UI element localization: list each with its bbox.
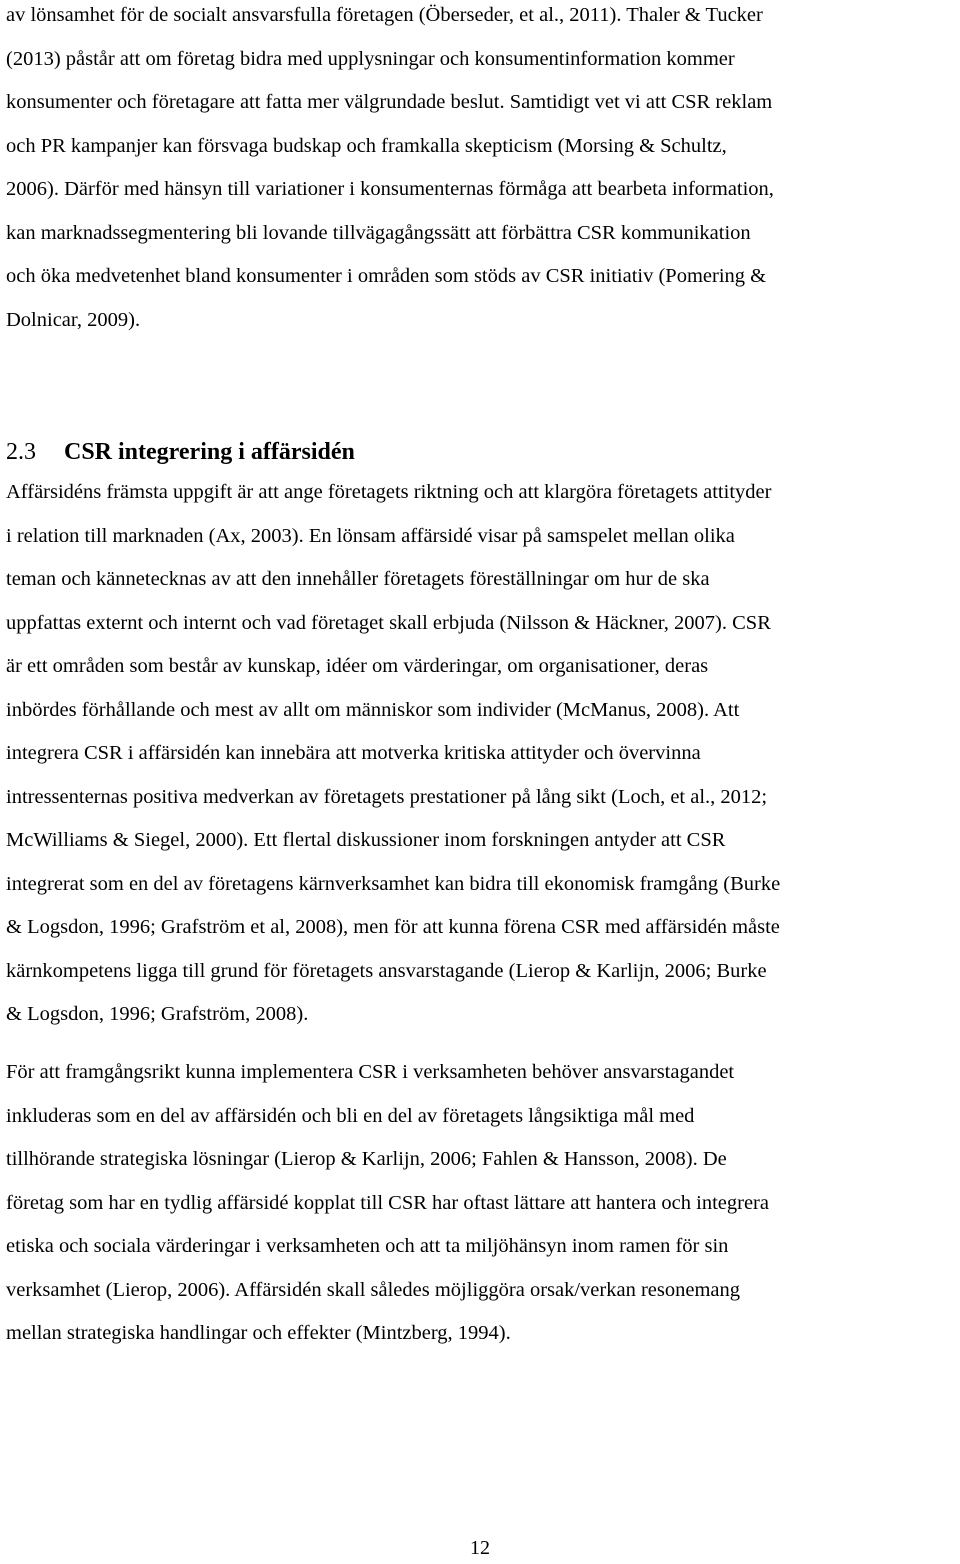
text-line: av lönsamhet för de socialt ansvarsfulla företagen (Öberseder, et al., 2011). Thaler & Tucker: [6, 4, 763, 26]
section-heading: [6, 432, 355, 472]
text-line: inbördes förhållande och mest av allt om människor som individer (McManus, 2008). Att: [6, 698, 740, 721]
text-line: Dolnicar, 2009).: [6, 308, 141, 331]
section-number: 2.3: [6, 439, 36, 465]
page-number: 12: [470, 1537, 490, 1559]
text-line: (2013) påstår att om företag bidra med upplysningar och konsumentinformation kommer: [6, 47, 735, 70]
text-line: integrerat som en del av företagens kärnverksamhet kan bidra till ekonomisk framgång (Burke: [6, 872, 781, 895]
text-line: Affärsidéns främsta uppgift är att ange företagets riktning och att klargöra företagets attityder: [6, 481, 772, 503]
text-line: inkluderas som en del av affärsidén och bli en del av företagets långsiktiga mål med: [6, 1104, 695, 1127]
text-line: och PR kampanjer kan försvaga budskap och framkalla skepticism (Morsing & Schultz,: [6, 134, 727, 157]
text-line: är ett områden som består av kunskap, idéer om värderingar, om organisationer, deras: [6, 655, 709, 677]
section-title: CSR integrering i affärsidén: [64, 439, 355, 465]
text-line: teman och kännetecknas av att den innehåller företagets föreställningar om hur de ska: [6, 568, 710, 590]
text-line: tillhörande strategiska lösningar (Lierop & Karlijn, 2006; Fahlen & Hansson, 2008). De: [6, 1148, 727, 1170]
text-line: i relation till marknaden (Ax, 2003). En lönsam affärsidé visar på samspelet mellan olika: [6, 524, 735, 547]
paragraph-intro: [6, 0, 956, 342]
paragraph-implementation: [6, 1051, 956, 1356]
text-line: 2006). Därför med hänsyn till variationer i konsumenternas förmåga att bearbeta information,: [6, 178, 774, 200]
text-line: integrera CSR i affärsidén kan innebära att motverka kritiska attityder och övervinna: [6, 742, 701, 764]
paragraph-business-idea: [6, 471, 956, 1037]
text-line: konsumenter och företagare att fatta mer välgrundade beslut. Samtidigt vet vi att CSR reklam: [6, 91, 773, 113]
text-line: mellan strategiska handlingar och effekter (Mintzberg, 1994).: [6, 1322, 511, 1344]
text-line: kan marknadssegmentering bli lovande tillvägagångssätt att förbättra CSR kommunikation: [6, 221, 751, 244]
text-line: och öka medvetenhet bland konsumenter i områden som stöds av CSR initiativ (Pomering &: [6, 265, 767, 287]
text-line: För att framgångsrikt kunna implementera CSR i verksamheten behöver ansvarstagandet: [6, 1061, 735, 1083]
text-line: etiska och sociala värderingar i verksamheten och att ta miljöhänsyn inom ramen för sin: [6, 1235, 729, 1257]
text-line: McWilliams & Siegel, 2000). Ett flertal diskussioner inom forskningen antyder att CSR: [6, 829, 726, 851]
text-line: & Logsdon, 1996; Grafström et al, 2008), men för att kunna förena CSR med affärsidén måste: [6, 916, 780, 938]
text-line: företag som har en tydlig affärsidé kopplat till CSR har oftast lättare att hantera och integrera: [6, 1191, 769, 1214]
text-line: intressenternas positiva medverkan av företagets prestationer på lång sikt (Loch, et al., 2012;: [6, 785, 768, 808]
text-line: & Logsdon, 1996; Grafström, 2008).: [6, 1003, 309, 1025]
text-line: kärnkompetens ligga till grund för företagets ansvarstagande (Lierop & Karlijn, 2006; Burke: [6, 959, 767, 982]
text-line: verksamhet (Lierop, 2006). Affärsidén skall således möjliggöra orsak/verkan resonemang: [6, 1278, 740, 1301]
text-line: uppfattas externt och internt och vad företaget skall erbjuda (Nilsson & Häckner, 2007). CSR: [6, 611, 771, 634]
